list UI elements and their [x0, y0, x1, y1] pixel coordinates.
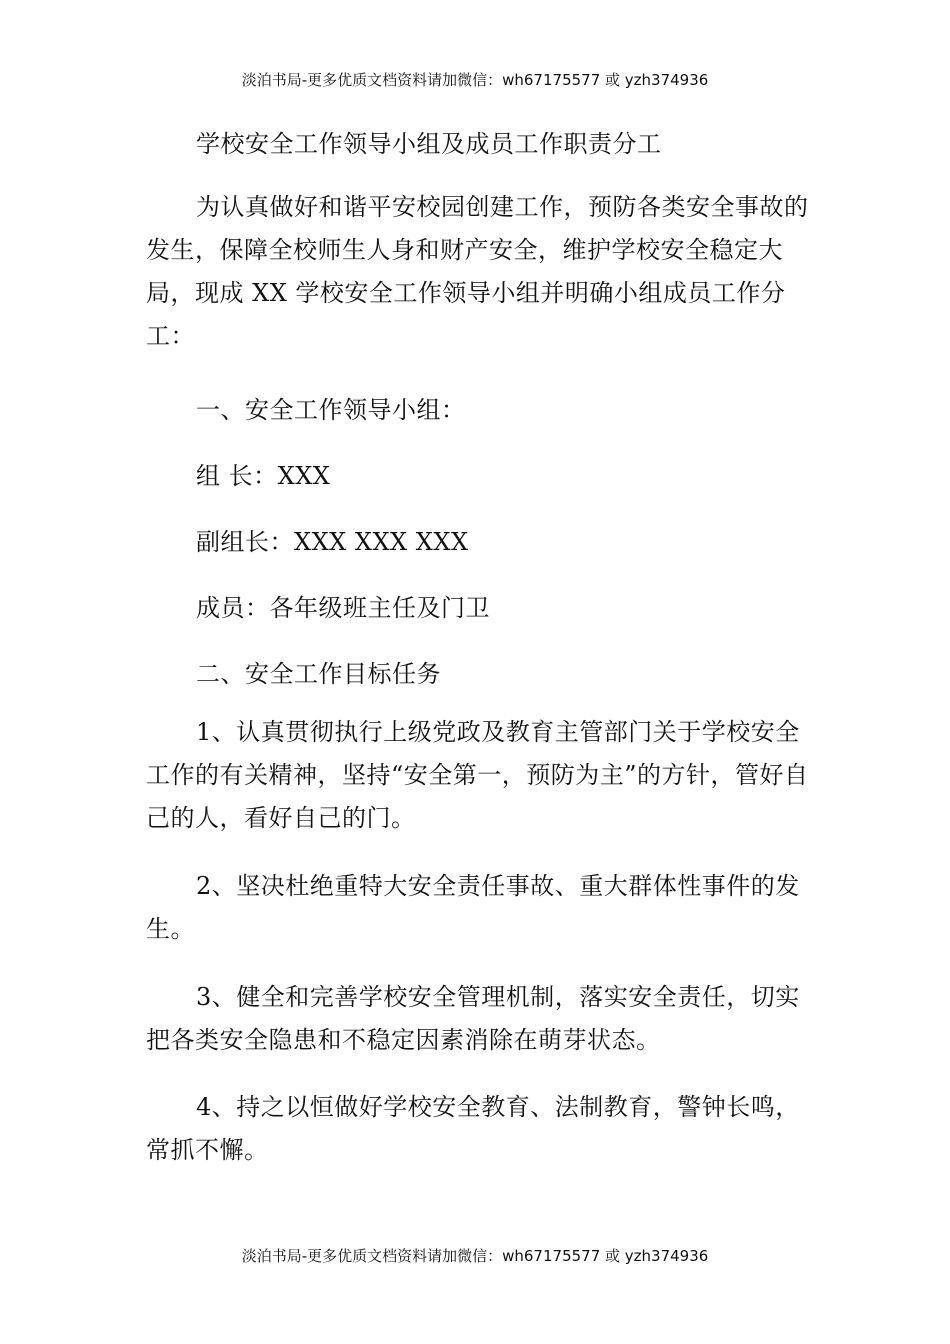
document-title: 学校安全工作领导小组及成员工作职责分工	[196, 130, 662, 158]
task-item-3: 3、健全和完善学校安全管理机制，落实安全责任，切实把各类安全隐患和不稳定因素消除在萌芽状态。	[146, 983, 800, 1054]
members-line: 成员：各年级班主任及门卫	[196, 594, 490, 622]
intro-paragraph: 为认真做好和谐平安校园创建工作，预防各类安全事故的发生，保障全校师生人身和财产安全，维护学校安全稳定大局，现成 XX 学校安全工作领导小组并明确小组成员工作分工：	[146, 193, 809, 350]
task-item-1: 1、认真贯彻执行上级党政及教育主管部门关于学校安全工作的有关精神，坚持“安全第一，预防为主”的方针，管好自己的人，看好自己的门。	[146, 718, 809, 832]
deputy-leader-line: 副组长：XXX XXX XXX	[196, 528, 469, 556]
page-footer-watermark: 淡泊书局-更多优质文档资料请加微信：wh67175577 或 yzh374936	[241, 1247, 709, 1265]
page-header-watermark: 淡泊书局-更多优质文档资料请加微信：wh67175577 或 yzh374936	[241, 71, 709, 89]
task-item-4: 4、持之以恒做好学校安全教育、法制教育，警钟长鸣，常抓不懈。	[146, 1093, 800, 1164]
section-1-heading: 一、安全工作领导小组：	[196, 396, 466, 424]
section-2-heading: 二、安全工作目标任务	[196, 660, 441, 688]
task-item-2: 2、坚决杜绝重特大安全责任事故、重大群体性事件的发生。	[146, 872, 800, 943]
leader-line: 组 长：XXX	[196, 462, 331, 490]
